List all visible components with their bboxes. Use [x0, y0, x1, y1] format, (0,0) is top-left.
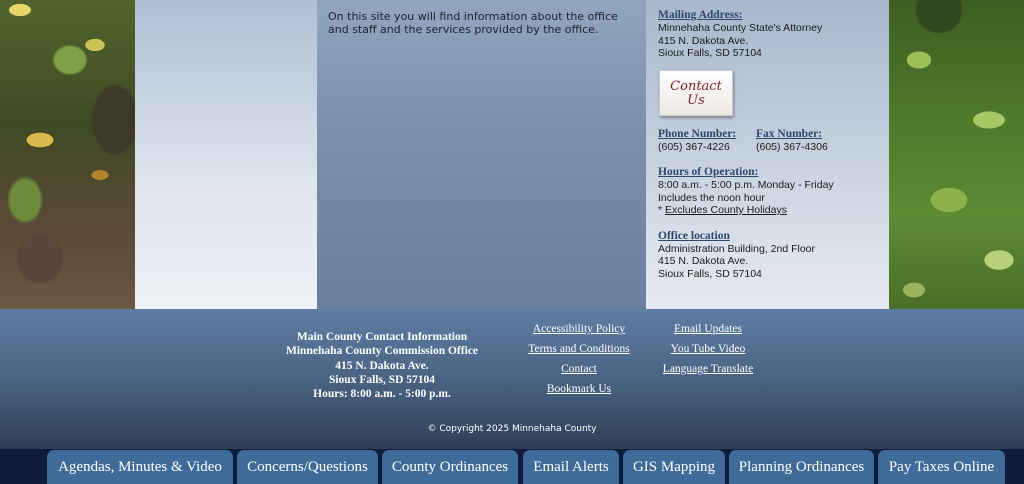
contact-us-label: Us	[687, 92, 705, 108]
location-line: 415 N. Dakota Ave.	[658, 255, 749, 267]
email-updates-link[interactable]: Email Updates	[673, 323, 743, 335]
fax-number: (605) 367-4306	[756, 140, 828, 153]
hours-heading: Hours of Operation:	[658, 166, 759, 178]
bookmark-us-link[interactable]: Bookmark Us	[546, 383, 612, 395]
location-line: Administration Building, 2nd Floor	[658, 242, 815, 255]
left-panel	[135, 0, 317, 309]
footer-links-column-1	[519, 319, 639, 399]
hours-line: 8:00 a.m. - 5:00 p.m. Monday - Friday	[658, 179, 834, 191]
nav-concerns-questions[interactable]: Concerns/Questions	[237, 450, 378, 484]
contact-link[interactable]: Contact	[561, 363, 597, 375]
youtube-video-link[interactable]: You Tube Video	[670, 343, 746, 355]
office-location-heading: Office location	[658, 229, 730, 242]
contact-info-panel	[646, 0, 889, 309]
nav-email-alerts[interactable]: Email Alerts	[523, 450, 619, 484]
copyright-text: © Copyright 2025 Minnehaha County	[427, 424, 597, 434]
mailing-line: 415 N. Dakota Ave.	[658, 34, 749, 47]
nav-gis-mapping[interactable]: GIS Mapping	[623, 450, 725, 484]
nav-planning-ordinances[interactable]: Planning Ordinances	[729, 450, 874, 484]
footer-links-column-2	[648, 319, 768, 379]
mailing-address-heading: Mailing Address:	[658, 9, 743, 21]
footer-contact-info	[262, 330, 502, 401]
footer-contact-line: Minnehaha County Commission Office	[286, 345, 478, 358]
contact-us-button[interactable]	[659, 70, 733, 116]
terms-conditions-link[interactable]: Terms and Conditions	[528, 343, 630, 355]
phone-fax-row	[658, 128, 877, 154]
footer-contact-line: 415 N. Dakota Ave.	[335, 359, 429, 372]
county-holidays-link[interactable]: Excludes County Holidays	[665, 204, 787, 216]
footer-contact-line: Main County Contact Information	[296, 331, 468, 343]
footer	[0, 309, 1024, 449]
contact-us-label: Contact	[670, 78, 722, 94]
nature-photo-right	[889, 0, 1024, 309]
hours-line: Includes the noon hour	[658, 191, 765, 204]
nav-county-ordinances[interactable]: County Ordinances	[382, 450, 518, 484]
nav-pay-taxes-online[interactable]: Pay Taxes Online	[878, 450, 1005, 484]
phone-heading: Phone Number:	[658, 127, 737, 140]
footer-contact-line: Sioux Falls, SD 57104	[328, 373, 436, 386]
holiday-line	[658, 204, 877, 217]
main-content	[317, 0, 646, 309]
accessibility-policy-link[interactable]: Accessibility Policy	[532, 323, 626, 335]
nature-photo-left	[0, 0, 135, 309]
holiday-prefix: *	[658, 204, 666, 216]
footer-contact-line: Hours: 8:00 a.m. - 5:00 p.m.	[313, 388, 451, 401]
mailing-line: Sioux Falls, SD 57104	[658, 47, 762, 59]
fax-heading: Fax Number:	[756, 127, 823, 140]
location-line: Sioux Falls, SD 57104	[658, 267, 762, 280]
phone-number: (605) 367-4226	[658, 140, 730, 153]
nav-agendas-minutes-video[interactable]: Agendas, Minutes & Video	[47, 450, 233, 484]
bottom-nav-bar	[0, 449, 1024, 484]
intro-text: On this site you will find information about the office and staff and the services provided by the office.	[328, 10, 618, 36]
language-translate-link[interactable]: Language Translate	[662, 363, 754, 375]
mailing-line: Minnehaha County State's Attorney	[658, 22, 823, 34]
